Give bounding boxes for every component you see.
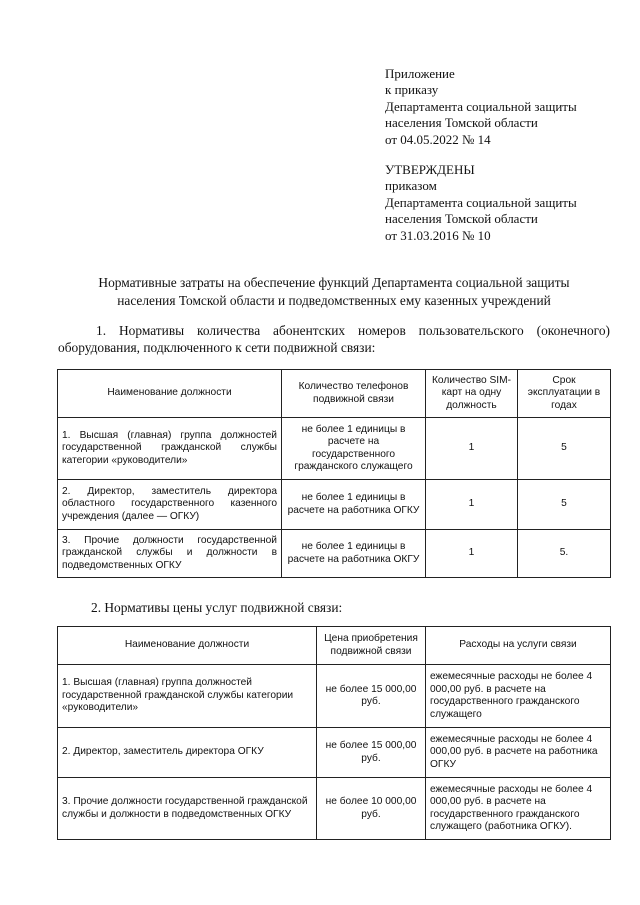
title-line-2: населения Томской области и подведомственных ему казенных учреждений <box>117 293 551 308</box>
table-row <box>58 530 611 578</box>
table-row <box>58 418 611 480</box>
term-cell: 5. <box>518 530 611 578</box>
position-cell: 1. Высшая (главная) группа должностей государственной гражданской службы категории «руководители» <box>58 418 282 480</box>
expenses-cell: ежемесячные расходы не более 4 000,00 руб. в расчете на работника ОГКУ <box>426 728 611 778</box>
phones-cell: не более 1 единицы в расчете на работника ОКГУ <box>282 530 426 578</box>
appendix-line: от 04.05.2022 № 14 <box>385 131 491 147</box>
table-row <box>58 728 611 778</box>
table-row <box>58 778 611 840</box>
table-header-row <box>58 627 611 665</box>
price-cell: не более 10 000,00 руб. <box>317 778 426 840</box>
column-header: Наименование должности <box>58 627 317 665</box>
approved-line: Департамента социальной защиты <box>385 194 577 210</box>
table-row <box>58 480 611 530</box>
term-cell: 5 <box>518 418 611 480</box>
sim-cell: 1 <box>426 480 518 530</box>
price-cell: не более 15 000,00 руб. <box>317 728 426 778</box>
expenses-cell: ежемесячные расходы не более 4 000,00 руб. в расчете на государственного гражданского служащего (работника ОГКУ). <box>426 778 611 840</box>
section2-heading: 2. Нормативы цены услуг подвижной связи: <box>91 600 343 615</box>
table-header-row <box>58 370 611 418</box>
sim-cell: 1 <box>426 530 518 578</box>
document-title <box>58 274 610 310</box>
approved-block <box>385 162 577 244</box>
approved-line: приказом <box>385 178 437 194</box>
column-header: Количество SIM-карт на одну должность <box>426 370 518 418</box>
appendix-line: Департамента социальной защиты <box>385 98 577 114</box>
term-cell: 5 <box>518 480 611 530</box>
phones-cell: не более 1 единицы в расчете на государственного гражданского служащего <box>282 418 426 480</box>
column-header: Срок эксплуатации в годах <box>518 370 611 418</box>
sim-quantity-table <box>57 369 611 578</box>
price-cell: не более 15 000,00 руб. <box>317 665 426 728</box>
appendix-line: населения Томской области <box>385 115 538 131</box>
table-row <box>58 665 611 728</box>
phones-cell: не более 1 единицы в расчете на работника ОГКУ <box>282 480 426 530</box>
column-header: Количество телефонов подвижной связи <box>282 370 426 418</box>
section1-heading: 1. Нормативы количества абонентских номеров пользовательского (оконечного) оборудования, подключенного к сети подвижной связи: <box>58 323 610 355</box>
approved-line: населения Томской области <box>385 211 538 227</box>
position-cell: 1. Высшая (главная) группа должностей государственной гражданской службы категории «руководители» <box>58 665 317 728</box>
column-header: Наименование должности <box>58 370 282 418</box>
sim-cell: 1 <box>426 418 518 480</box>
appendix-line: Приложение <box>385 66 455 81</box>
title-line-1: Нормативные затраты на обеспечение функций Департамента социальной защиты <box>98 275 570 290</box>
column-header: Расходы на услуги связи <box>426 627 611 665</box>
position-cell: 3. Прочие должности государственной гражданской службы и должности в подведомственных ОГКУ <box>58 778 317 840</box>
approved-line: УТВЕРЖДЕНЫ <box>385 162 475 177</box>
appendix-block <box>385 66 577 148</box>
position-cell: 2. Директор, заместитель директора областного государственного казенного учреждения (далее — ОГКУ) <box>58 480 282 530</box>
position-cell: 2. Директор, заместитель директора ОГКУ <box>58 728 317 778</box>
position-cell: 3. Прочие должности государственной гражданской службы и должности в подведомственных ОГКУ <box>58 530 282 578</box>
price-table <box>57 626 611 840</box>
column-header: Цена приобретения подвижной связи <box>317 627 426 665</box>
expenses-cell: ежемесячные расходы не более 4 000,00 руб. в расчете на государственного гражданского служащего <box>426 665 611 728</box>
appendix-line: к приказу <box>385 82 439 98</box>
approved-line: от 31.03.2016 № 10 <box>385 227 491 243</box>
